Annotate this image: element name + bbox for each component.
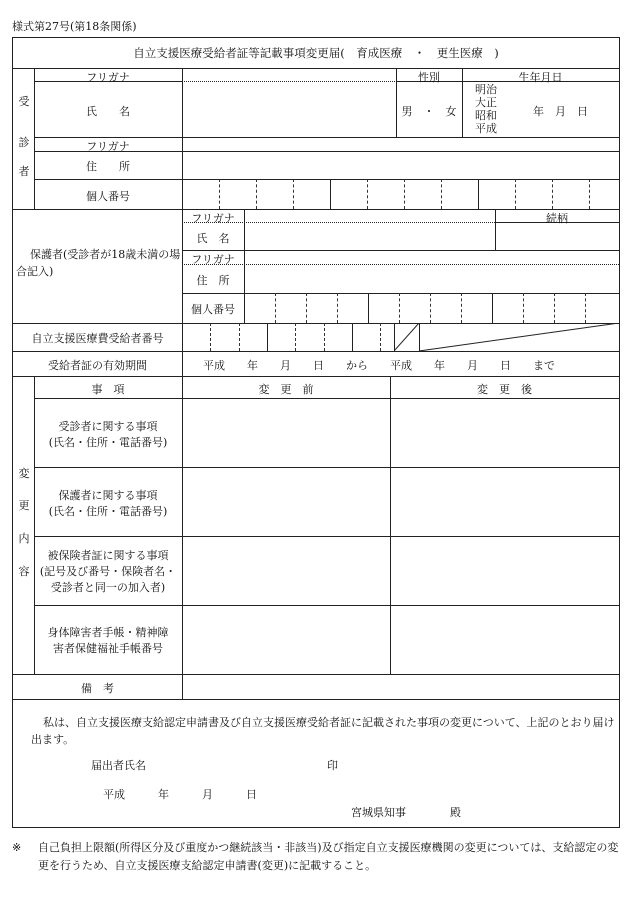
seal-mark: 印 [327, 759, 338, 772]
change-row-patient-line2: (氏名・住所・電話番号) [48, 436, 168, 449]
declaration-text: 私は、自立支援医療支給認定申請書及び自立支援医療受給者証に記載された事項の変更について、上記のとおり届け出ます。 [31, 716, 615, 746]
col-after-header: 変 更 後 [477, 383, 532, 396]
patient-name-field[interactable] [182, 82, 396, 137]
guardian-address-label: 住 所 [196, 274, 230, 287]
change-row-guardian [34, 488, 182, 520]
change-row-guardian-line2: (氏名・住所・電話番号) [48, 505, 168, 518]
changes-section-label-2: 更 [18, 499, 30, 512]
patient-name-label: 氏 名 [86, 105, 130, 118]
change-row-handbook-line2: 害者保健福祉手帳番号 [53, 642, 163, 655]
patient-id-label: 個人番号 [86, 190, 130, 203]
guardian-relation-label: 続柄 [546, 212, 568, 225]
change-row-patient [34, 419, 182, 451]
certificate-diagonal-lines [394, 323, 619, 351]
patient-gender-options[interactable]: 男 ・ 女 [401, 105, 457, 118]
era-taisho[interactable]: 大正 [475, 96, 497, 109]
change-row-patient-line1: 受診者に関する事項 [58, 420, 158, 433]
era-heisei[interactable]: 平成 [475, 122, 497, 135]
applicant-label: 届出者氏名 [91, 759, 146, 772]
certificate-number-label: 自立支援医療費受給者番号 [31, 332, 164, 345]
patient-furigana2-label: フリガナ [86, 140, 130, 153]
patient-furigana-label: フリガナ [86, 71, 130, 84]
change-row-guardian-line1: 保護者に関する事項 [58, 489, 158, 502]
change-row-insurance-line3: 受診者と同一の加入者) [50, 581, 166, 594]
col-before-header: 変 更 前 [258, 383, 314, 396]
changes-section-label-1: 変 [18, 467, 30, 480]
change-row-handbook-line1: 身体障害者手帳・精神障 [47, 626, 169, 639]
change-row-insurance [34, 548, 182, 596]
changes-section-label-3: 内 [18, 532, 30, 545]
change-row-insurance-line2: (記号及び番号・保険者名・ [39, 565, 177, 578]
guardian-furigana-label: フリガナ [191, 212, 235, 225]
change-notification-form [12, 37, 620, 828]
patient-section-label-3: 者 [18, 165, 30, 178]
patient-birth-date[interactable]: 年 月 日 [533, 105, 588, 118]
guardian-furigana2-label: フリガナ [191, 253, 235, 266]
change-row-handbook [34, 625, 182, 657]
guardian-id-label: 個人番号 [191, 303, 235, 316]
guardian-section-label: 保護者(受診者が18歳未満の場合記入) [16, 248, 181, 278]
changes-section-label-4: 容 [18, 565, 30, 578]
patient-birth-label: 生年月日 [518, 71, 563, 84]
validity-label: 受給者証の有効期間 [48, 359, 147, 372]
footnote-text: 自己負担上限額(所得区分及び重度かつ継続該当・非該当)及び指定自立支援医療機関の変更については、支給認定の変更を行うため、自立支援医療支給認定申請書(変更)に記載すること。 [38, 841, 619, 872]
form-title: 自立支援医療受給者証等記載事項変更届( 育成医療 ・ 更生医療 ) [13, 38, 619, 69]
change-patient-before-field[interactable] [183, 399, 389, 466]
remarks-field[interactable] [183, 675, 618, 698]
patient-section-label-1: 受 [18, 95, 30, 108]
era-showa[interactable]: 昭和 [475, 109, 497, 122]
guardian-name-label: 氏 名 [196, 232, 230, 245]
change-patient-after-field[interactable] [391, 399, 618, 466]
era-meiji[interactable]: 明治 [475, 83, 497, 96]
patient-gender-label: 性別 [418, 71, 440, 84]
patient-section-label-2: 診 [18, 136, 30, 149]
addressee: 宮城県知事 殿 [351, 806, 461, 819]
footnote-mark: ※ [12, 841, 22, 854]
col-item-header: 事 項 [91, 383, 125, 396]
remarks-label: 備 考 [81, 682, 114, 695]
form-number: 様式第27号(第18条関係) [12, 20, 137, 33]
patient-address-label: 住 所 [86, 160, 130, 173]
validity-period[interactable]: 平成 年 月 日 から 平成 年 月 日 まで [203, 359, 555, 372]
submission-date[interactable]: 平成 年 月 日 [103, 788, 257, 801]
change-row-insurance-line1: 被保険者証に関する事項 [47, 549, 169, 562]
